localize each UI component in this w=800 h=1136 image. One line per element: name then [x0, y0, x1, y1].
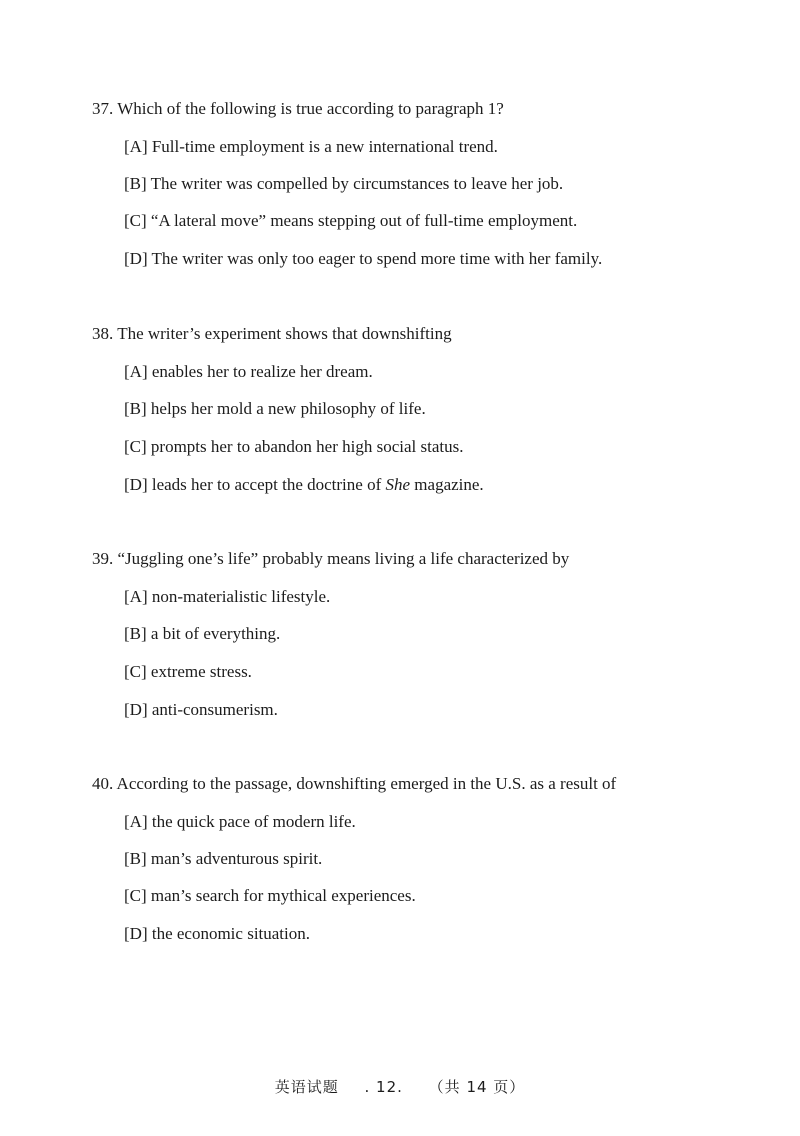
footer-subject: 英语试题	[274, 1078, 339, 1096]
question-39-stem: 39. “Juggling one’s life” probably means living a life characterized by	[92, 549, 570, 568]
footer-page-number: . 12.	[364, 1078, 403, 1096]
question-39-option-c: [C] extreme stress.	[124, 662, 252, 681]
question-40-option-b: [B] man’s adventurous spirit.	[124, 849, 323, 868]
question-37-stem: 37. Which of the following is true according to paragraph 1?	[92, 99, 504, 118]
question-37-option-c: [C] “A lateral move” means stepping out of full-time employment.	[124, 211, 578, 230]
question-38-option-d-text: [D] leads her to accept the doctrine of	[124, 475, 386, 494]
question-38-option-c: [C] prompts her to abandon her high social status.	[124, 437, 464, 456]
question-37-option-a: [A] Full-time employment is a new international trend.	[124, 137, 498, 156]
question-38-option-a: [A] enables her to realize her dream.	[124, 362, 373, 381]
question-40-option-d: [D] the economic situation.	[124, 924, 311, 943]
question-40-stem: 40. According to the passage, downshifting emerged in the U.S. as a result of	[92, 774, 617, 793]
question-37-option-b: [B] The writer was compelled by circumstances to leave her job.	[124, 174, 564, 193]
question-38-option-d-end: magazine.	[410, 475, 484, 494]
question-38-stem: 38. The writer’s experiment shows that downshifting	[92, 324, 452, 343]
footer-total-pages: （共 14 页）	[428, 1078, 526, 1096]
page-footer	[0, 1077, 800, 1097]
question-40-option-a: [A] the quick pace of modern life.	[124, 812, 356, 831]
question-40-option-c: [C] man’s search for mythical experiences.	[124, 886, 416, 905]
question-39-option-b: [B] a bit of everything.	[124, 624, 281, 643]
magazine-title: She	[385, 475, 411, 494]
question-37-option-d: [D] The writer was only too eager to spend more time with her family.	[124, 249, 603, 268]
question-39-option-a: [A] non-materialistic lifestyle.	[124, 587, 331, 606]
question-38-option-b: [B] helps her mold a new philosophy of life.	[124, 399, 426, 418]
question-38-option-d	[124, 474, 484, 496]
question-39-option-d: [D] anti-consumerism.	[124, 700, 278, 719]
